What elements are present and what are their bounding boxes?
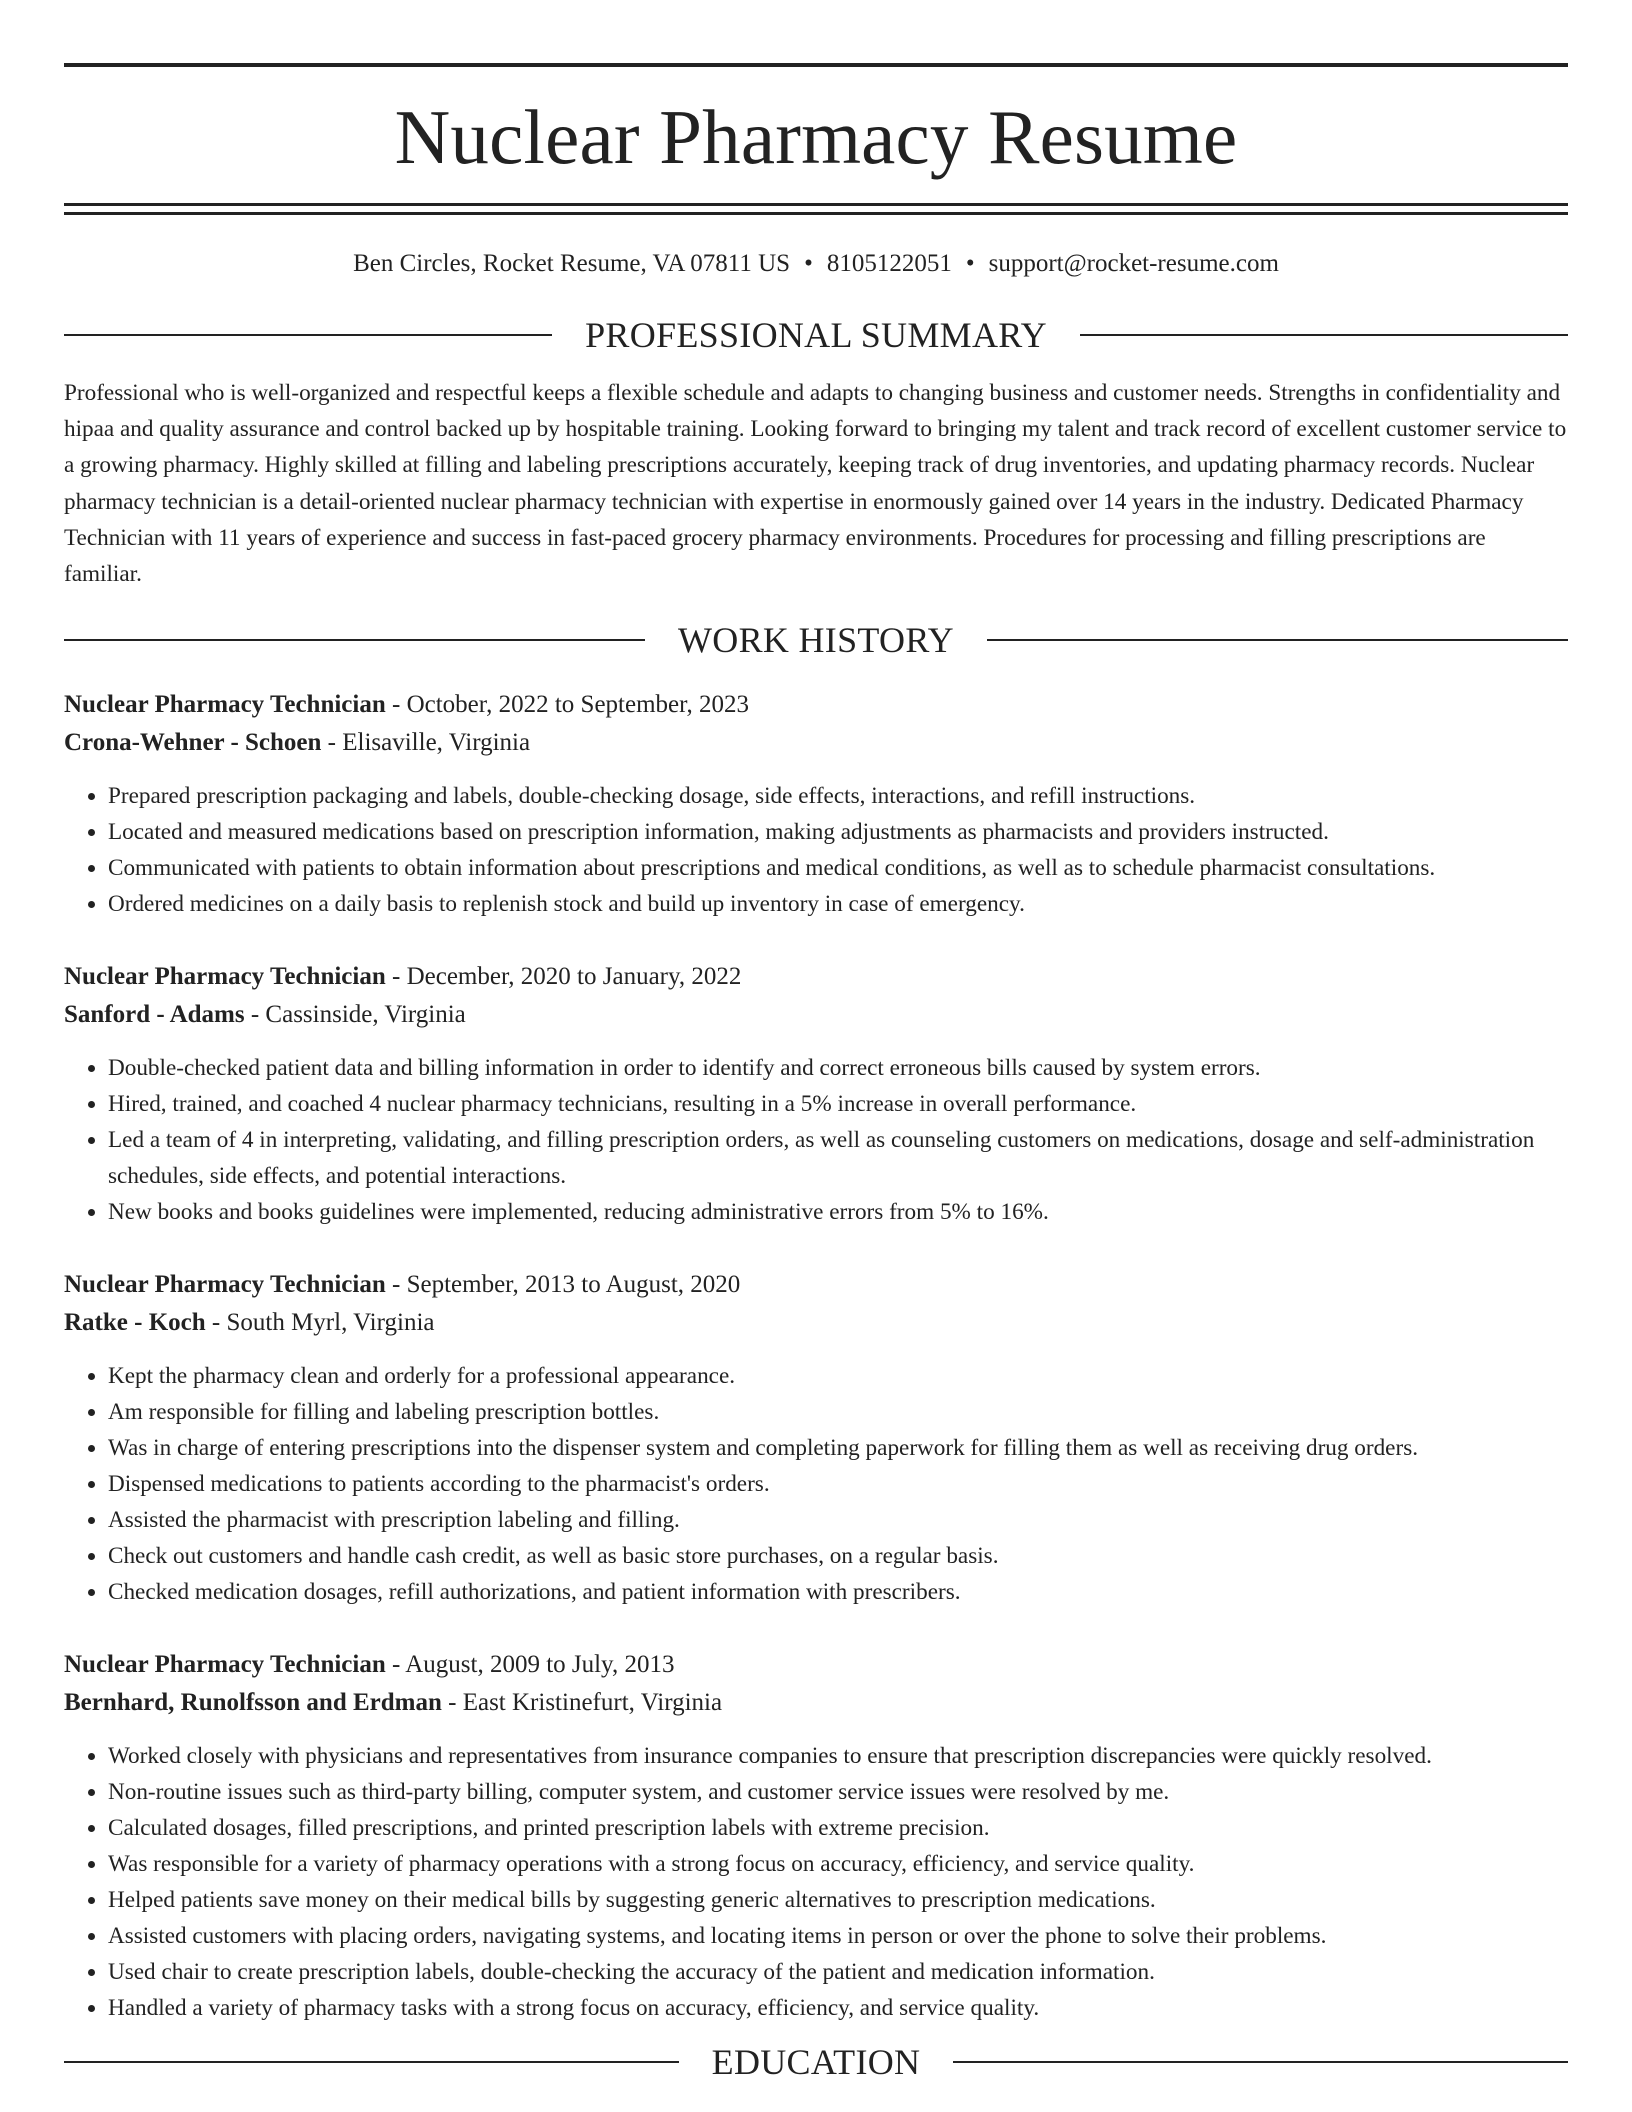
resume-page bbox=[64, 0, 1568, 2082]
section-title-work-history: WORK HISTORY bbox=[678, 620, 954, 661]
resume-title: Nuclear Pharmacy Resume bbox=[394, 94, 1238, 180]
job-title: Nuclear Pharmacy Technician bbox=[64, 691, 386, 719]
job-dates: - December, 2020 to January, 2022 bbox=[385, 963, 742, 991]
contact-separator: • bbox=[804, 250, 813, 277]
job-company: Crona-Wehner - Schoen bbox=[64, 729, 322, 757]
job-location: - South Myrl, Virginia bbox=[205, 1309, 435, 1337]
job-company: Bernhard, Runolfsson and Erdman bbox=[64, 1689, 442, 1717]
job-bullet: • New books and books guidelines were implemented, reducing administrative errors from 5% to 16%. bbox=[108, 1194, 1568, 1230]
job-bullet: • Assisted customers with placing orders, navigating systems, and locating items in person or over the phone to solve their problems. bbox=[108, 1918, 1568, 1954]
job-bullet: • Hired, trained, and coached 4 nuclear pharmacy technicians, resulting in a 5% increase in overall performance. bbox=[108, 1086, 1568, 1122]
heading-rule-right bbox=[1080, 334, 1568, 336]
job-title-line bbox=[64, 1646, 1568, 1684]
job-dates: - August, 2009 to July, 2013 bbox=[385, 1651, 675, 1679]
job-title: Nuclear Pharmacy Technician bbox=[64, 1651, 386, 1679]
job-bullet-list bbox=[64, 1738, 1568, 2026]
job-bullet-list bbox=[64, 1050, 1568, 1230]
heading-rule-left bbox=[64, 2061, 679, 2063]
job-bullet: • Communicated with patients to obtain information about prescriptions and medical conditions, as well as to schedule pharmacist consultations. bbox=[108, 850, 1568, 886]
section-heading-education bbox=[64, 2042, 1568, 2082]
contact-phone: 8105122051 bbox=[826, 250, 952, 277]
top-rule bbox=[64, 63, 1568, 67]
heading-rule-right bbox=[953, 2061, 1568, 2063]
job-location: - Elisaville, Virginia bbox=[321, 729, 531, 757]
job-title-line bbox=[64, 958, 1568, 996]
job-location: - East Kristinefurt, Virginia bbox=[441, 1689, 723, 1717]
job-bullet: • Assisted the pharmacist with prescription labeling and filling. bbox=[108, 1502, 1568, 1538]
job-location: - Cassinside, Virginia bbox=[244, 1001, 466, 1029]
job-bullet: • Calculated dosages, filled prescriptions, and printed prescription labels with extreme precision. bbox=[108, 1810, 1568, 1846]
section-heading-work-history bbox=[64, 620, 1568, 660]
job-bullet: • Dispensed medications to patients according to the pharmacist's orders. bbox=[108, 1466, 1568, 1502]
contact-email: support@rocket-resume.com bbox=[988, 250, 1279, 277]
job-title-line bbox=[64, 686, 1568, 724]
job-bullet: • Helped patients save money on their medical bills by suggesting generic alternatives to prescription medications. bbox=[108, 1882, 1568, 1918]
job-bullet: • Was responsible for a variety of pharmacy operations with a strong focus on accuracy, efficiency, and service quality. bbox=[108, 1846, 1568, 1882]
job-bullet-list bbox=[64, 778, 1568, 922]
job-dates: - October, 2022 to September, 2023 bbox=[385, 691, 749, 719]
professional-summary-text: Professional who is well-organized and respectful keeps a flexible schedule and adapts to changing business and customer needs. Strengths in confidentiality and hipaa and quality assurance and control backed up by hospitable training. Looking forward to bringing my talent and track record of excellent customer service to a growing pharmacy. Highly skilled at filling and labeling prescriptions accurately, keeping track of drug inventories, and updating pharmacy records. Nuclear pharmacy technician is a detail-oriented nuclear pharmacy technician with expertise in enormously gained over 14 years in the industry. Dedicated Pharmacy Technician with 11 years of experience and success in fast-paced grocery pharmacy environments. Procedures for processing and filling prescriptions are familiar. bbox=[64, 380, 1567, 588]
job-bullet: • Checked medication dosages, refill authorizations, and patient information with prescribers. bbox=[108, 1574, 1568, 1610]
job-bullet: • Double-checked patient data and billing information in order to identify and correct erroneous bills caused by system errors. bbox=[108, 1050, 1568, 1086]
job-bullet: • Worked closely with physicians and representatives from insurance companies to ensure that prescription discrepancies were quickly resolved. bbox=[108, 1738, 1568, 1774]
job-bullet: • Located and measured medications based on prescription information, making adjustments as pharmacists and providers instructed. bbox=[108, 814, 1568, 850]
section-heading-summary bbox=[64, 315, 1568, 355]
job-dates: - September, 2013 to August, 2020 bbox=[385, 1271, 741, 1299]
job-entry bbox=[64, 1266, 1568, 1610]
job-company-line bbox=[64, 1304, 1568, 1342]
heading-rule-left bbox=[64, 639, 645, 641]
job-company: Sanford - Adams bbox=[64, 1001, 245, 1029]
job-company-line bbox=[64, 1684, 1568, 1722]
job-company-line bbox=[64, 724, 1568, 762]
job-bullet: • Used chair to create prescription labels, double-checking the accuracy of the patient and medication information. bbox=[108, 1954, 1568, 1990]
job-bullet-list bbox=[64, 1358, 1568, 1610]
job-title: Nuclear Pharmacy Technician bbox=[64, 963, 386, 991]
job-bullet: • Prepared prescription packaging and labels, double-checking dosage, side effects, interactions, and refill instructions. bbox=[108, 778, 1568, 814]
heading-rule-left bbox=[64, 334, 552, 336]
job-bullet: • Led a team of 4 in interpreting, validating, and filling prescription orders, as well as counseling customers on medications, dosage and self-administration schedules, side effects, and potential interactions. bbox=[108, 1122, 1568, 1194]
job-bullet: • Check out customers and handle cash credit, as well as basic store purchases, on a regular basis. bbox=[108, 1538, 1568, 1574]
job-entry bbox=[64, 958, 1568, 1230]
job-bullet: • Ordered medicines on a daily basis to replenish stock and build up inventory in case of emergency. bbox=[108, 886, 1568, 922]
job-bullet: • Am responsible for filling and labeling prescription bottles. bbox=[108, 1394, 1568, 1430]
job-entry bbox=[64, 686, 1568, 922]
heading-rule-right bbox=[987, 639, 1568, 641]
job-bullet: • Kept the pharmacy clean and orderly for a professional appearance. bbox=[108, 1358, 1568, 1394]
contact-line bbox=[64, 249, 1568, 279]
contact-address: Ben Circles, Rocket Resume, VA 07811 US bbox=[353, 250, 791, 277]
job-company-line bbox=[64, 996, 1568, 1034]
job-bullet: • Handled a variety of pharmacy tasks with a strong focus on accuracy, efficiency, and service quality. bbox=[108, 1990, 1568, 2026]
title-double-rule bbox=[64, 203, 1568, 215]
job-title-line bbox=[64, 1266, 1568, 1304]
job-company: Ratke - Koch bbox=[64, 1309, 206, 1337]
job-entry bbox=[64, 1646, 1568, 2026]
contact-separator: • bbox=[965, 250, 975, 277]
job-bullet: • Non-routine issues such as third-party billing, computer system, and customer service issues were resolved by me. bbox=[108, 1774, 1568, 1810]
section-title-summary: PROFESSIONAL SUMMARY bbox=[585, 315, 1047, 355]
job-bullet: • Was in charge of entering prescriptions into the dispenser system and completing paperwork for filling them as well as receiving drug orders. bbox=[108, 1430, 1568, 1466]
job-title: Nuclear Pharmacy Technician bbox=[64, 1271, 386, 1299]
section-title-education: EDUCATION bbox=[711, 2042, 921, 2083]
